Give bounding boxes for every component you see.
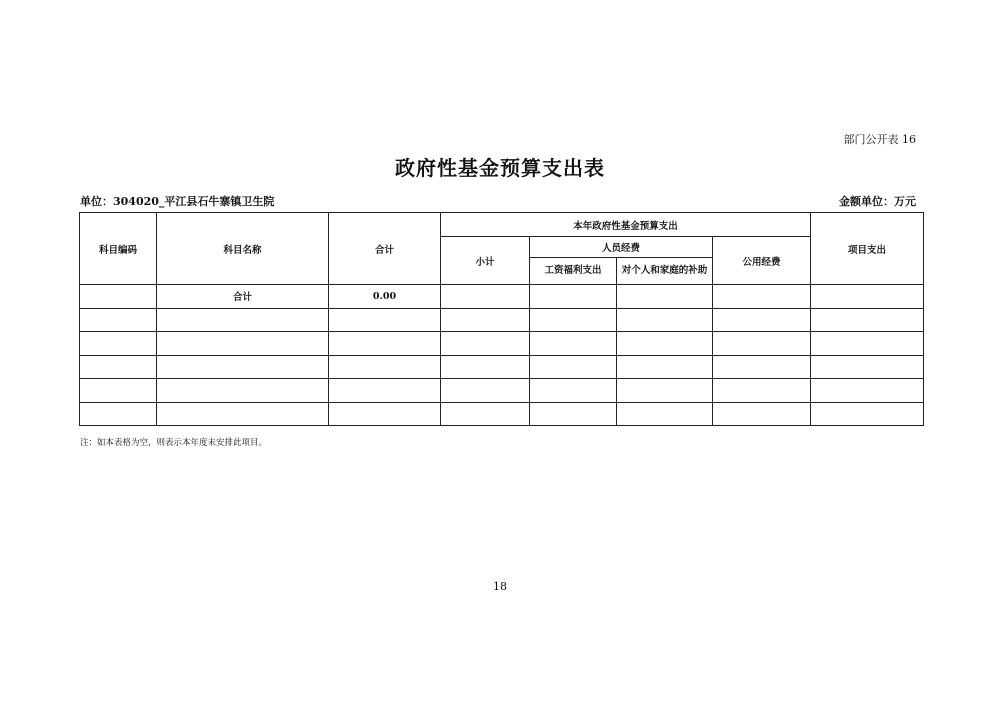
cell-name bbox=[157, 402, 329, 426]
cell-wages bbox=[530, 402, 617, 426]
cell-wages bbox=[530, 355, 617, 379]
cell-code bbox=[80, 285, 157, 309]
cell-name bbox=[157, 332, 329, 356]
cell-subtotal bbox=[441, 379, 530, 403]
cell-code bbox=[80, 308, 157, 332]
cell-public bbox=[713, 308, 811, 332]
table-row bbox=[80, 379, 924, 403]
cell-total bbox=[329, 308, 441, 332]
table-row bbox=[80, 285, 924, 309]
cell-public bbox=[713, 355, 811, 379]
header-total: 合计 bbox=[329, 213, 441, 285]
cell-project bbox=[811, 402, 924, 426]
cell-project bbox=[811, 285, 924, 309]
cell-total bbox=[329, 402, 441, 426]
cell-wages bbox=[530, 379, 617, 403]
table-row bbox=[80, 355, 924, 379]
unit-label: 单位：304020_平江县石牛寨镇卫生院 bbox=[80, 195, 275, 208]
cell-total bbox=[329, 379, 441, 403]
cell-wages bbox=[530, 308, 617, 332]
header-personnel: 人员经费 bbox=[530, 237, 713, 258]
cell-public bbox=[713, 402, 811, 426]
header-wages: 工资福利支出 bbox=[530, 258, 617, 285]
cell-name bbox=[157, 379, 329, 403]
header-public: 公用经费 bbox=[713, 237, 811, 285]
header-subtotal: 小计 bbox=[441, 237, 530, 285]
cell-subtotal bbox=[441, 308, 530, 332]
cell-code bbox=[80, 402, 157, 426]
cell-public bbox=[713, 285, 811, 309]
cell-wages bbox=[530, 332, 617, 356]
cell-public bbox=[713, 332, 811, 356]
header-code: 科目编码 bbox=[80, 213, 157, 285]
cell-name bbox=[157, 355, 329, 379]
cell-subsidy bbox=[617, 285, 713, 309]
header-current-year: 本年政府性基金预算支出 bbox=[441, 213, 811, 237]
amount-unit-label: 金额单位：万元 bbox=[839, 195, 916, 208]
cell-project bbox=[811, 332, 924, 356]
cell-name bbox=[157, 308, 329, 332]
cell-total: 0.00 bbox=[329, 285, 441, 309]
cell-subtotal bbox=[441, 332, 530, 356]
cell-subtotal bbox=[441, 355, 530, 379]
cell-subsidy bbox=[617, 402, 713, 426]
header-project: 项目支出 bbox=[811, 213, 924, 285]
cell-code bbox=[80, 355, 157, 379]
table-row bbox=[80, 308, 924, 332]
budget-table bbox=[79, 212, 924, 426]
cell-subtotal bbox=[441, 402, 530, 426]
cell-public bbox=[713, 379, 811, 403]
cell-wages bbox=[530, 285, 617, 309]
cell-subtotal bbox=[441, 285, 530, 309]
cell-subsidy bbox=[617, 332, 713, 356]
page-number: 18 bbox=[493, 580, 507, 593]
table-row bbox=[80, 332, 924, 356]
cell-project bbox=[811, 308, 924, 332]
header-name: 科目名称 bbox=[157, 213, 329, 285]
cell-code bbox=[80, 332, 157, 356]
table-note: 注：如本表格为空，则表示本年度未安排此项目。 bbox=[80, 438, 268, 448]
cell-subsidy bbox=[617, 379, 713, 403]
form-number: 部门公开表 16 bbox=[843, 133, 916, 146]
table-row bbox=[80, 402, 924, 426]
cell-subsidy bbox=[617, 308, 713, 332]
cell-project bbox=[811, 355, 924, 379]
page-title: 政府性基金预算支出表 bbox=[395, 156, 605, 180]
cell-total bbox=[329, 355, 441, 379]
header-subsidy: 对个人和家庭的补助 bbox=[617, 258, 713, 285]
cell-code bbox=[80, 379, 157, 403]
cell-name: 合计 bbox=[157, 285, 329, 309]
cell-subsidy bbox=[617, 355, 713, 379]
cell-total bbox=[329, 332, 441, 356]
cell-project bbox=[811, 379, 924, 403]
